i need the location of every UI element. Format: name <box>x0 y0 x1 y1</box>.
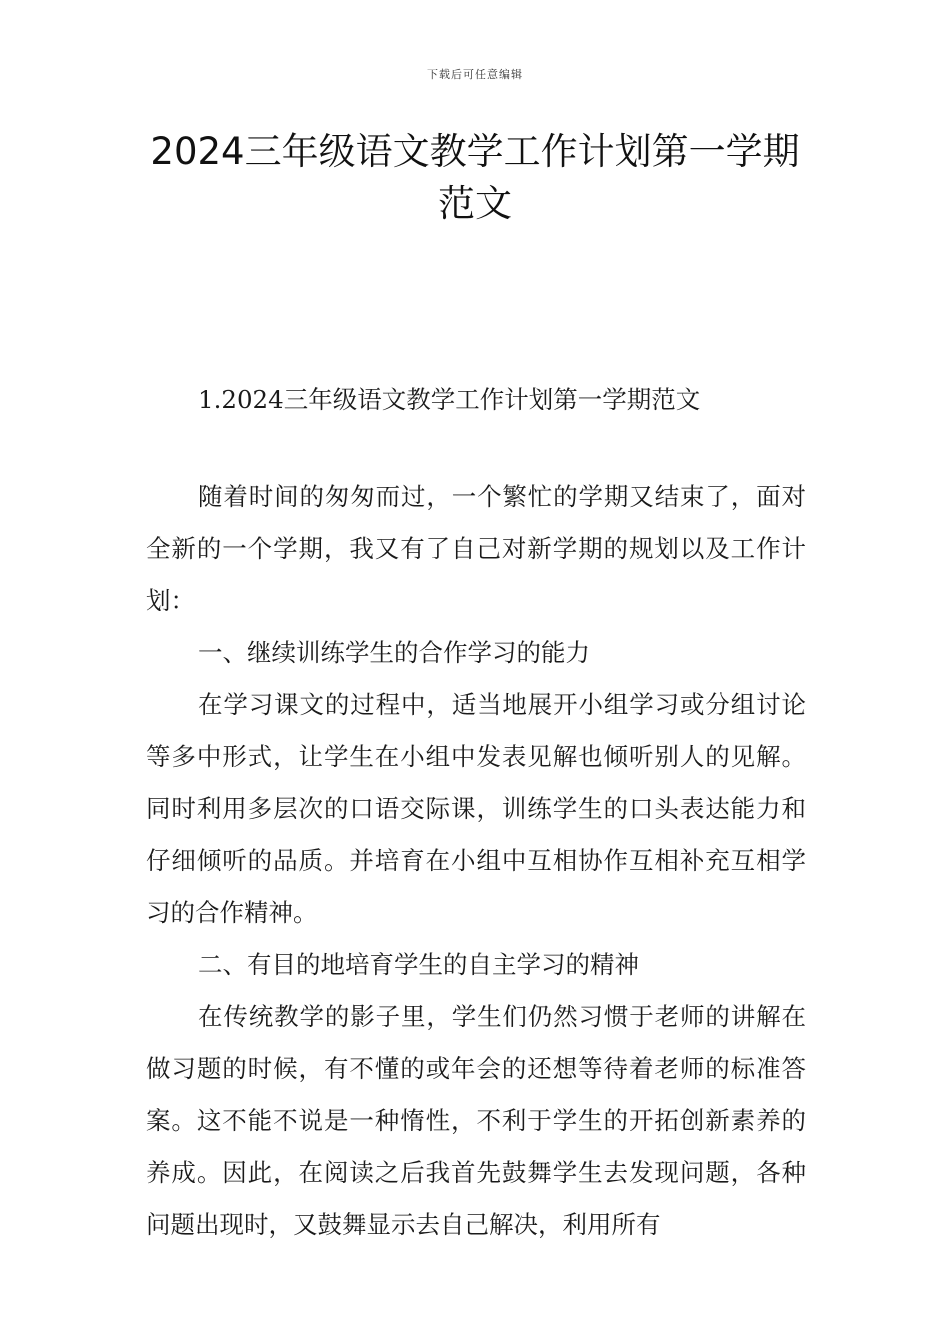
paragraph-heading-one: 一、继续训练学生的合作学习的能力 <box>198 638 590 667</box>
paragraph-independent-learning: 在传统教学的影子里，学生们仍然习惯于老师的讲解在做习题的时候，有不懂的或年会的还想等待着老师的标准答案。这不能不说是一种惰性，不利于学生的开拓创新素养的养成。因此，在阅读之后我首先鼓舞学生去发现问题，各种问题出现时，又鼓舞显示去自己解决，利用所有 <box>146 1002 806 1239</box>
header-note: 下载后可任意编辑 <box>427 68 523 81</box>
section-heading: 1.2024三年级语文教学工作计划第一学期范文 <box>198 385 701 414</box>
document-title: 2024三年级语文教学工作计划第一学期范文 <box>150 130 800 225</box>
paragraph-intro: 随着时间的匆匆而过，一个繁忙的学期又结束了，面对全新的一个学期，我又有了自己对新学期的规划以及工作计划： <box>146 482 806 615</box>
paragraph-cooperative-learning: 在学习课文的过程中，适当地展开小组学习或分组讨论等多中形式，让学生在小组中发表见解也倾听别人的见解。同时利用多层次的口语交际课，训练学生的口头表达能力和仔细倾听的品质。并培育在小组中互相协作互相补充互相学习的合作精神。 <box>146 690 806 927</box>
document-body <box>146 471 806 1251</box>
paragraph-heading-two: 二、有目的地培育学生的自主学习的精神 <box>198 950 639 979</box>
